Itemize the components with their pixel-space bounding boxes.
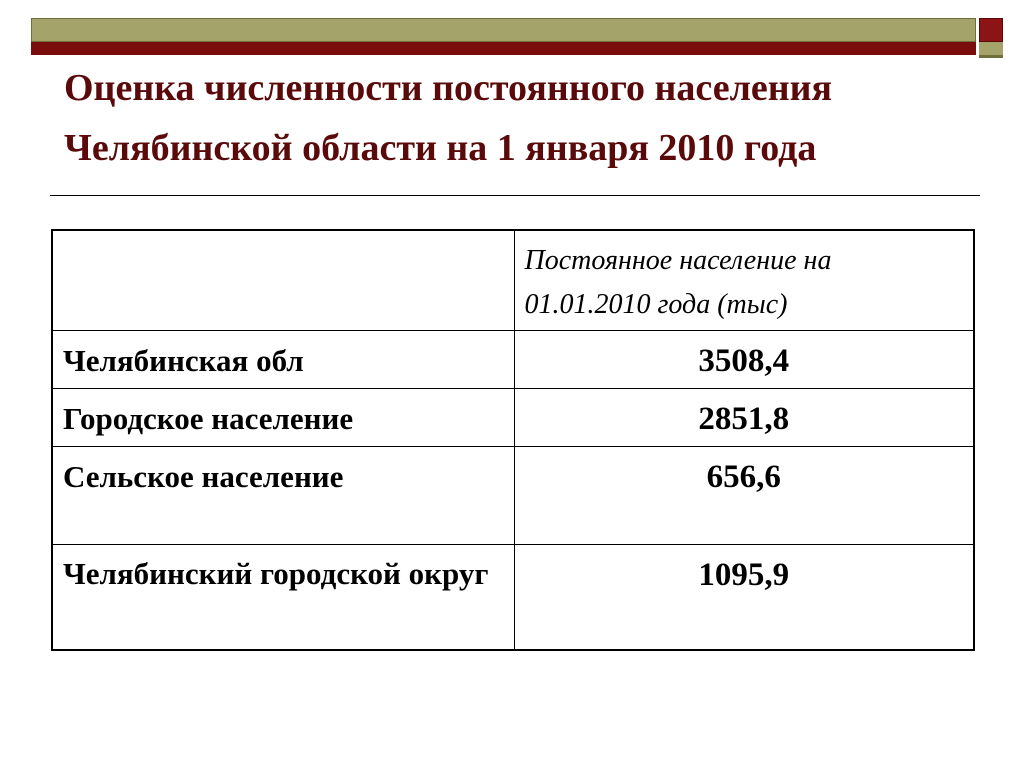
header-square-olive: [979, 42, 1003, 55]
header-bar-maroon: [31, 42, 976, 55]
header-square-line: [979, 55, 1003, 58]
row-label: Городское население: [52, 388, 514, 446]
header-bar-olive: [31, 18, 976, 42]
table-row: [52, 330, 974, 388]
table-row: [52, 388, 974, 446]
title-divider: [50, 195, 980, 196]
row-value: 1095,9: [514, 544, 974, 650]
population-table: [51, 229, 975, 651]
table-row: [52, 446, 974, 544]
row-label: Челябинский городской округ: [52, 544, 514, 650]
row-value: 656,6: [514, 446, 974, 544]
row-value: 2851,8: [514, 388, 974, 446]
header-square-maroon: [979, 18, 1003, 42]
table-row: [52, 544, 974, 650]
row-label: Челябинская обл: [52, 330, 514, 388]
header-empty-cell: [52, 230, 514, 330]
row-label: Сельское население: [52, 446, 514, 544]
row-value: 3508,4: [514, 330, 974, 388]
header-value-cell: Постоянное население на 01.01.2010 года (тыс): [514, 230, 974, 330]
table-header-row: [52, 230, 974, 330]
slide-title: Оценка численности постоянного населения Челябинской области на 1 января 2010 года: [64, 67, 833, 169]
